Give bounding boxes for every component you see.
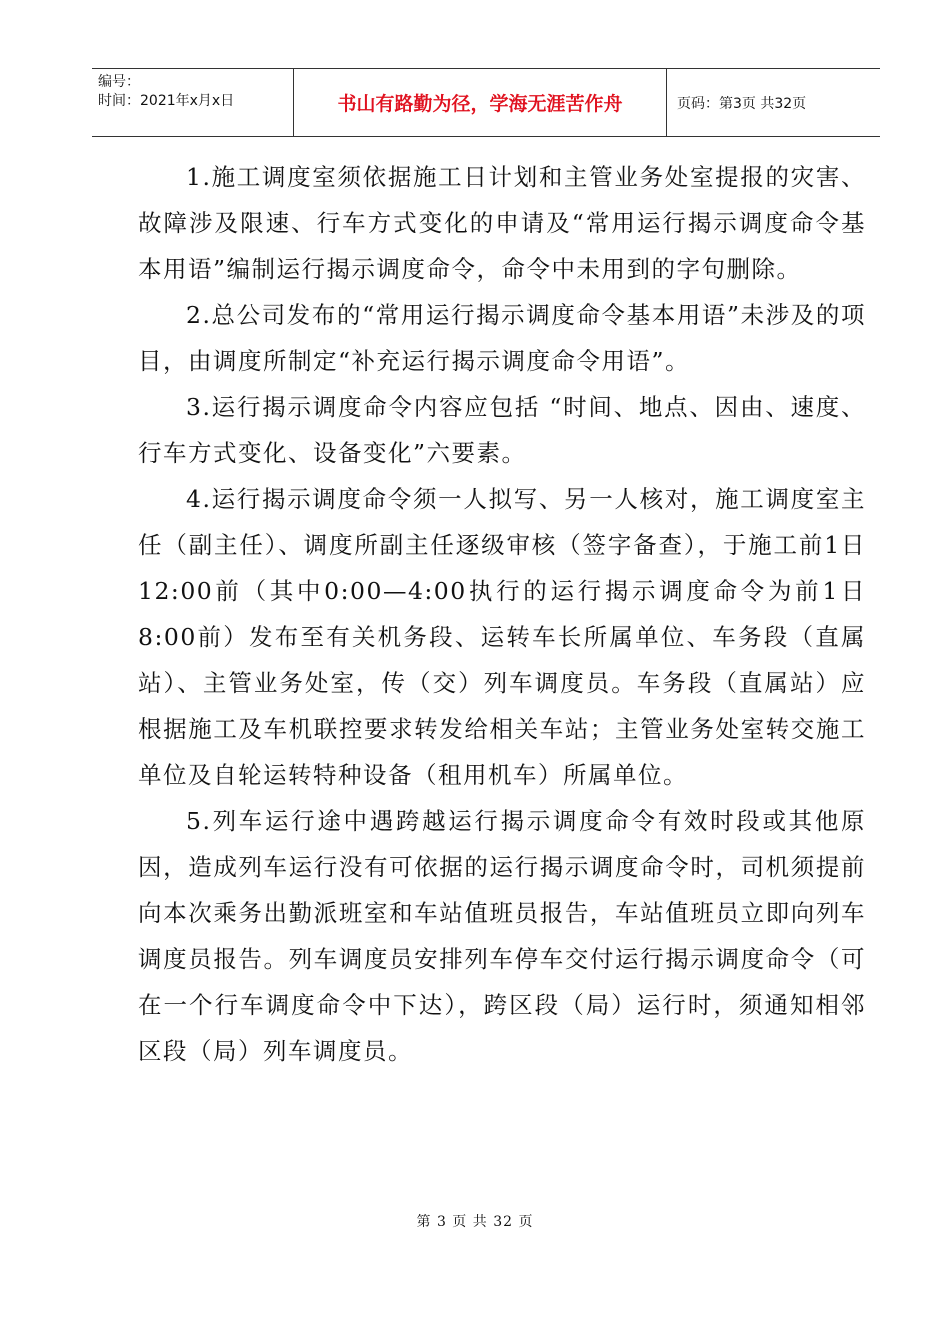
header-page-info: 页码：第3页 共32页	[677, 95, 807, 112]
paragraph-1: 1.施工调度室须依据施工日计划和主管业务处室提报的灾害、故障涉及限速、行车方式变化的申请及“常用运行揭示调度命令基本用语”编制运行揭示调度命令，命令中未用到的字句删除。	[138, 163, 866, 283]
header-motto: 书山有路勤为径，学海无涯苦作舟	[337, 93, 623, 115]
paragraph-2: 2.总公司发布的“常用运行揭示调度命令基本用语”未涉及的项目，由调度所制定“补充运行揭示调度命令用语”。	[138, 301, 866, 375]
serial-number-label: 编号：	[98, 74, 140, 90]
footer-page-number: 第 3 页 共 32 页	[416, 1214, 534, 1230]
page-footer	[0, 1211, 950, 1231]
date-label: 时间：2021年x月x日	[98, 93, 235, 109]
paragraph-5: 5.列车运行途中遇跨越运行揭示调度命令有效时段或其他原因，造成列车运行没有可依据的运行揭示调度命令时，司机须提前向本次乘务出勤派班室和车站值班员报告，车站值班员立即向列车调度员报告。列车调度员安排列车停车交付运行揭示调度命令（可在一个行车调度命令中下达），跨区段（局）运行时，须通知相邻区段（局）列车调度员。	[138, 807, 866, 1065]
header-meta	[92, 69, 294, 136]
page-header	[92, 68, 880, 137]
paragraph-4: 4.运行揭示调度命令须一人拟写、另一人核对，施工调度室主任（副主任）、调度所副主任逐级审核（签字备查），于施工前1日12:00前（其中0:00—4:00执行的运行揭示调度命令为前1日8:00前）发布至有关机务段、运转车长所属单位、车务段（直属站）、主管业务处室，传（交）列车调度员。车务段（直属站）应根据施工及车机联控要求转发给相关车站；主管业务处室转交施工单位及自轮运转特种设备（租用机车）所属单位。	[138, 485, 866, 789]
header-motto-cell	[294, 69, 667, 136]
document-body	[138, 154, 866, 1074]
header-page-cell	[667, 69, 880, 136]
paragraph-3: 3.运行揭示调度命令内容应包括 “时间、地点、因由、速度、行车方式变化、设备变化”六要素。	[138, 393, 866, 467]
